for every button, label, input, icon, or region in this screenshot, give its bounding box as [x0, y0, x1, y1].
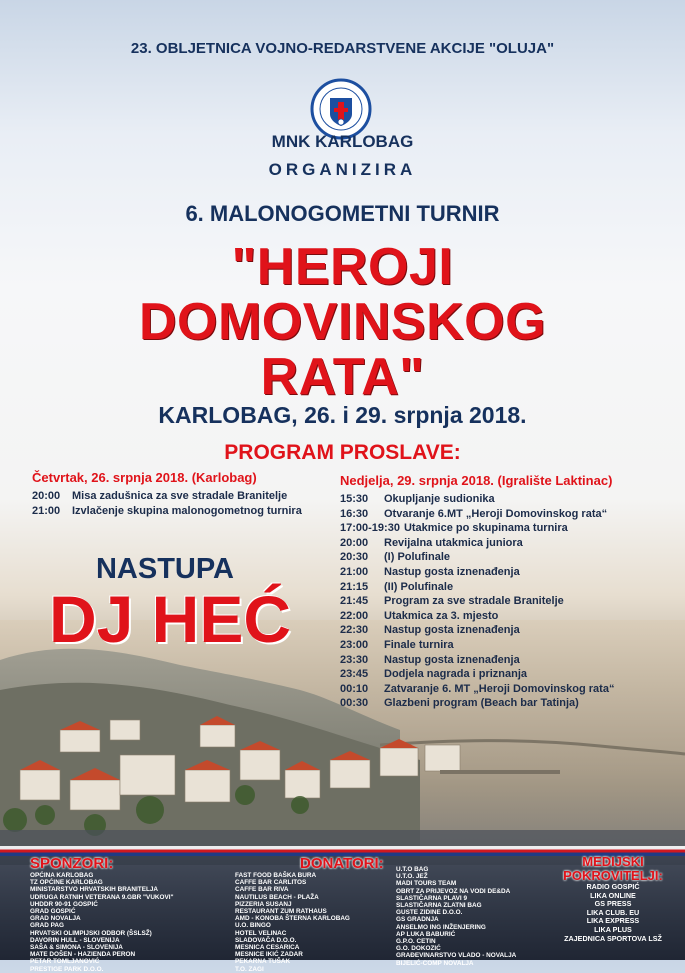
donors-column-2 — [396, 866, 516, 967]
schedule-row: 16:30 Otvaranje 6.MT „Heroji Domovinskog rata“ — [340, 507, 608, 520]
schedule-row: 21:45 Program za sve stradale Branitelje — [340, 595, 564, 608]
media-item: ZAJEDNICA SPORTOVA LSŽ — [564, 933, 662, 943]
donor-item: U.T.O. JEŽ — [396, 873, 428, 881]
sponsor-item: UDRUGA RATNIH VETERANA 9.GBR "VUKOVI" — [30, 893, 174, 901]
organizer-name: MNK KARLOBAG — [271, 132, 414, 151]
media-heading-line-2: POKROVITELJI: — [563, 868, 663, 883]
sponsors-heading: SPONZORI: — [30, 855, 114, 872]
sponsor-item: MINISTARSTVO HRVATSKIH BRANITELJA — [30, 886, 159, 894]
sponsors-section — [30, 855, 174, 973]
sponsor-item: DAVORIN HULL - SLOVENIJA — [30, 936, 120, 944]
schedule-row: 21:00 Nastup gosta iznenađenja — [340, 565, 520, 578]
donor-item: NAUTILUS BEACH - PLAŽA — [235, 893, 319, 901]
media-item: LIKA CLUB. EU — [586, 907, 640, 917]
club-logo-icon — [310, 78, 372, 140]
donor-item: AMD - KONOBA ŠTERNA KARLOBAG — [235, 915, 350, 923]
schedule-row: 23:45 Dodjela nagrada i priznanja — [340, 668, 528, 681]
schedule-row: 21:00 Izvlačenje skupina malonogometnog turnira — [32, 504, 302, 517]
title-line-1: "HEROJI — [231, 238, 454, 296]
sponsor-item: GRAD GOSPIĆ — [30, 908, 76, 916]
donor-item: BIJELIĆ-COMP NOVALJA — [396, 959, 474, 967]
thursday-heading: Četvrtak, 26. srpnja 2018. (Karlobag) — [32, 470, 257, 485]
donor-item: MADI TOURS TEAM — [396, 880, 457, 888]
donor-item: U.T.O BAG — [396, 866, 429, 873]
sponsor-item: SAŠA & SIMONA - SLOVENIJA — [30, 944, 123, 952]
schedule-row: 17:00-19:30 Utakmice po skupinama turnira — [340, 522, 568, 535]
sponsor-item: UHDDR 90-91 GOSPIĆ — [30, 900, 98, 908]
thursday-schedule — [32, 470, 332, 518]
donor-item: FAST FOOD BAŠKA BURA — [235, 872, 317, 879]
donor-item: ANSELMO ING INŽENJERING — [396, 923, 486, 931]
sponsor-item: HRVATSKI OLIMPIJSKI ODBOR (ŠSLSŽ) — [30, 929, 152, 937]
performer-name: DJ HEĆ — [48, 582, 292, 656]
media-item: LIKA ONLINE — [590, 890, 636, 900]
donor-item: CAFFE BAR RIVA — [235, 886, 289, 894]
media-item: RADIO GOSPIĆ — [586, 882, 640, 891]
media-item: GS PRESS — [594, 899, 632, 909]
donor-item: CAFFE BAR CARLITOS — [235, 879, 307, 887]
sponsor-item: GRAD NOVALJA — [30, 915, 81, 923]
sponsor-item: PRESTIGE PARK D.O.O. — [30, 965, 104, 973]
donors-heading: DONATORI: — [300, 855, 384, 872]
donor-item: SLASTIČARNA PLAVI 9 — [396, 894, 468, 902]
sponsor-item: MATE DOŠEN - HAZIENDA PERON — [30, 951, 136, 959]
sponsor-item: GRAD PAG — [30, 922, 64, 930]
donors-column-1 — [235, 872, 350, 973]
schedule-row: 00:30 Glazbeni program (Beach bar Tatinja) — [340, 697, 579, 710]
donor-item: SLADOVAČA D.O.O. — [235, 936, 297, 944]
media-item: LIKA EXPRESS — [586, 916, 640, 926]
donor-item: GUSTE ZIDINE D.O.O. — [396, 909, 463, 917]
schedule-row: 20:00 Misa zadušnica za sve stradale Branitelje — [32, 490, 288, 502]
schedule-row: 00:10 Zatvaranje 6. MT „Heroji Domovinskog rata“ — [340, 682, 615, 695]
media-sponsors-section — [548, 855, 678, 943]
donor-item: G.O. DOKOZIĆ — [396, 945, 441, 953]
donor-item: GRAĐEVINARSTVO VLADO - NOVALJA — [396, 952, 517, 960]
sponsor-item: TZ OPĆINE KARLOBAG — [30, 879, 103, 887]
donor-item: PIZZERIA SUSANJ — [235, 900, 292, 908]
media-heading-line-1: MEDIJSKI — [582, 854, 644, 869]
organizes-label: ORGANIZIRA — [268, 160, 417, 179]
donor-item: HOTEL VELINAC — [235, 929, 287, 937]
schedule-row: 22:00 Utakmica za 3. mjesto — [340, 609, 499, 622]
anniversary-line: 23. OBLJETNICA VOJNO-REDARSTVENE AKCIJE "OLUJA" — [130, 40, 555, 57]
sunday-schedule — [340, 473, 670, 711]
donor-item: PEKARNA TUŠAK — [235, 958, 291, 966]
donor-item: G.P.O. CETIN — [396, 938, 436, 946]
sunday-heading: Nedjelja, 29. srpnja 2018. (Igralište Laktinac) — [340, 473, 613, 488]
place-and-date: KARLOBAG, 26. i 29. srpnja 2018. — [158, 402, 527, 428]
schedule-row: 22:30 Nastup gosta iznenađenja — [340, 624, 520, 637]
donor-item: SLASTIČARNA ZLATNI BAG — [396, 902, 482, 910]
donor-item: AP LUKA BABURIĆ — [396, 930, 456, 938]
title-line-2: DOMOVINSKOG — [138, 293, 547, 351]
tournament-subtitle: 6. MALONOGOMETNI TURNIR — [185, 201, 500, 226]
donor-item: MESNICE IKIĆ ZADAR — [235, 951, 303, 959]
schedule-row: 15:30 Okupljanje sudionika — [340, 493, 495, 505]
schedule-row: 23:30 Nastup gosta iznenađenja — [340, 653, 520, 666]
program-heading: PROGRAM PROSLAVE: — [224, 441, 461, 464]
tournament-title — [0, 240, 685, 405]
schedule-row: 20:00 Revijalna utakmica juniora — [340, 536, 523, 549]
sponsor-item: OPĆINA KARLOBAG — [30, 872, 94, 879]
schedule-row: 20:30 (I) Polufinale — [340, 551, 450, 564]
donor-item: MESNICA CESARICA — [235, 944, 300, 952]
schedule-row: 23:00 Finale turnira — [340, 638, 454, 651]
sponsor-item: PETAR TOMLJANOVIĆ — [30, 958, 100, 966]
performer-label: NASTUPA — [95, 553, 235, 585]
title-line-3: RATA" — [260, 348, 425, 406]
donor-item: U.O. BINGO — [235, 922, 271, 930]
media-item: LIKA PLUS — [594, 924, 632, 934]
donor-item: T.O. ZAGI — [235, 965, 264, 973]
schedule-row: 21:15 (II) Polufinale — [340, 580, 454, 593]
donor-item: GS GRADNJA — [396, 916, 439, 924]
donor-item: RESTAURANT ZUM RATHAUS — [235, 908, 327, 916]
donor-item: OBRT ZA PRIJEVOZ NA VODI DE&DA — [396, 887, 511, 895]
